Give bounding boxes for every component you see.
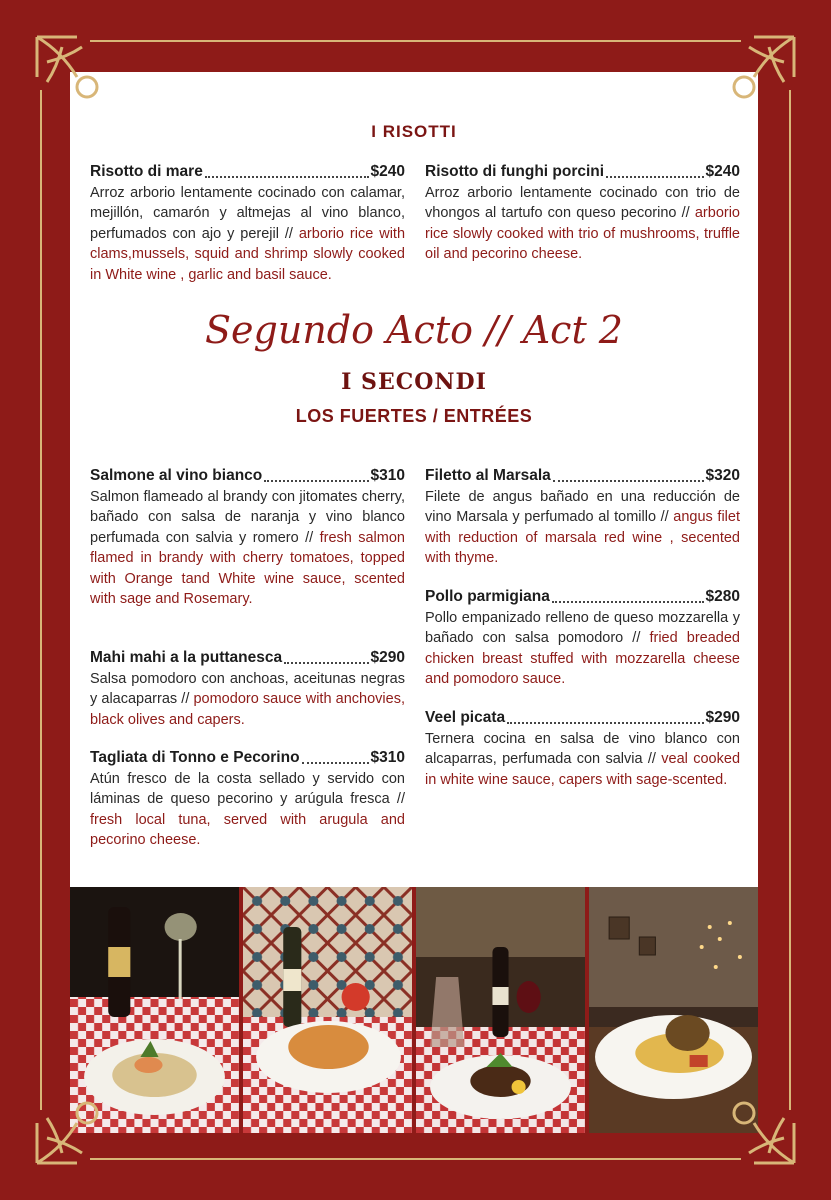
item-name: Risotto di funghi porcini — [425, 163, 605, 180]
dot-leader — [507, 722, 703, 724]
desc-es: Salsa pomodoro con anchoas, aceitunas negras y alacaparras // — [90, 670, 405, 707]
item-name: Veel picata — [425, 709, 506, 726]
item-name: Filetto al Marsala — [425, 467, 551, 484]
desc-en: veal cooked in white wine sauce, capers with sage-scented. — [425, 751, 741, 788]
desc-es: Arroz arborio lentamente cocinado con calamar, mejillón, camarón y altmejas al vino blanco, perfumados con ajo y perejil // — [90, 184, 405, 242]
secondi-title: I SECONDI — [341, 369, 487, 395]
item-name: Salmone al vino bianco — [90, 467, 263, 484]
menu-item-mahi-mahi — [90, 648, 405, 730]
item-description — [90, 669, 405, 731]
corner-ornament-top-right — [699, 22, 809, 132]
dot-leader — [302, 762, 369, 764]
item-price: $310 — [370, 467, 405, 484]
item-description — [90, 769, 405, 851]
desc-es: Ternera cocina en salsa de vino blanco con alcaparras, perfumada con salvia // — [425, 730, 740, 767]
menu-item-pollo — [425, 587, 740, 690]
item-name: Pollo parmigiana — [425, 588, 550, 605]
item-header — [90, 466, 405, 487]
frame-line-right — [789, 90, 791, 1110]
desc-en: fresh local tuna, served with arugula and pecorino cheese. — [90, 811, 405, 848]
menu-panel — [70, 72, 758, 887]
item-description — [90, 487, 405, 610]
desc-en: fried breaded chicken breast stuffed with mozzarella cheese and pomodoro sauce. — [425, 630, 740, 687]
dot-leader — [552, 601, 704, 603]
frame-line-bottom — [90, 1158, 741, 1160]
photo-strip — [70, 887, 758, 1133]
frame-line-left — [40, 90, 42, 1110]
item-description — [425, 487, 740, 569]
menu-item-veel-picata — [425, 708, 740, 790]
desc-es: Atún fresco de la costa sellado y servido con láminas de queso pecorino y arúgula fresca // — [90, 770, 405, 807]
corner-ornament-top-left — [22, 22, 132, 132]
corner-ornament-bottom-left — [22, 1068, 132, 1178]
desc-es: Arroz arborio lentamente cocinado con trio de vhongos al tartufo con queso pecorino // — [425, 184, 740, 221]
item-header — [425, 708, 740, 729]
risotti-title: I RISOTTI — [371, 122, 457, 141]
dot-leader — [606, 176, 703, 178]
item-price: $320 — [705, 467, 740, 484]
secondi-subtitle: LOS FUERTES / ENTRÉES — [295, 406, 533, 426]
item-price: $240 — [705, 163, 740, 180]
item-description — [90, 183, 405, 286]
item-price: $290 — [705, 709, 740, 726]
desc-en: fresh salmon flamed in brandy with cherry tomatoes, topped with Orange tand White wine sauce, scented with sage and Rosemary. — [90, 529, 405, 607]
item-header — [425, 466, 740, 487]
desc-en: arborio rice slowly cooked with trio of mushrooms, truffle oil and pecorino cheese. — [425, 205, 740, 262]
item-price: $280 — [705, 588, 740, 605]
act-script-title: Segundo Acto // Act 2 — [205, 308, 623, 352]
dot-leader — [205, 176, 369, 178]
desc-es: Pollo empanizado relleno de queso mozzarella y bañado con salsa pomodoro // — [425, 609, 740, 646]
dot-leader — [284, 662, 368, 664]
photo-steak-wine — [416, 887, 585, 1133]
desc-es: Filete de angus bañado en una reducción de vino Marsala y perfumado al tomillo // — [425, 488, 740, 525]
frame-line-top — [90, 40, 741, 42]
item-price: $310 — [370, 749, 405, 766]
menu-item-salmone — [90, 466, 405, 610]
item-description — [425, 183, 740, 265]
menu-item-tagliata — [90, 748, 405, 851]
item-description — [425, 729, 740, 791]
item-name: Tagliata di Tonno e Pecorino — [90, 749, 300, 766]
dot-leader — [264, 480, 368, 482]
item-name: Mahi mahi a la puttanesca — [90, 649, 283, 666]
desc-en: pomodoro sauce with anchovies, black olives and capers. — [90, 691, 405, 728]
item-price: $240 — [370, 163, 405, 180]
item-price: $290 — [370, 649, 405, 666]
item-header — [90, 648, 405, 669]
menu-item-risotto-di-mare — [90, 162, 405, 285]
menu-item-filetto — [425, 466, 740, 569]
item-header — [425, 587, 740, 608]
dot-leader — [553, 480, 704, 482]
photo-shrimp-pasta — [243, 887, 412, 1133]
item-header — [90, 748, 405, 769]
corner-ornament-bottom-right — [699, 1068, 809, 1178]
desc-en: arborio rice with clams,mussels, squid and shrimp slowly cooked in White wine , garlic and basil sauce. — [90, 225, 406, 283]
item-name: Risotto di mare — [90, 163, 203, 180]
item-header — [90, 162, 405, 183]
desc-es: Salmon flameado al brandy con jitomates cherry, bañado con salsa de naranja y vino blanco perfumada con salvia y romero // — [90, 488, 405, 546]
menu-item-risotto-di-funghi — [425, 162, 740, 265]
item-header — [425, 162, 740, 183]
desc-en: angus filet with reduction of marsala red wine , secented with thyme. — [425, 509, 740, 566]
item-description — [425, 608, 740, 690]
